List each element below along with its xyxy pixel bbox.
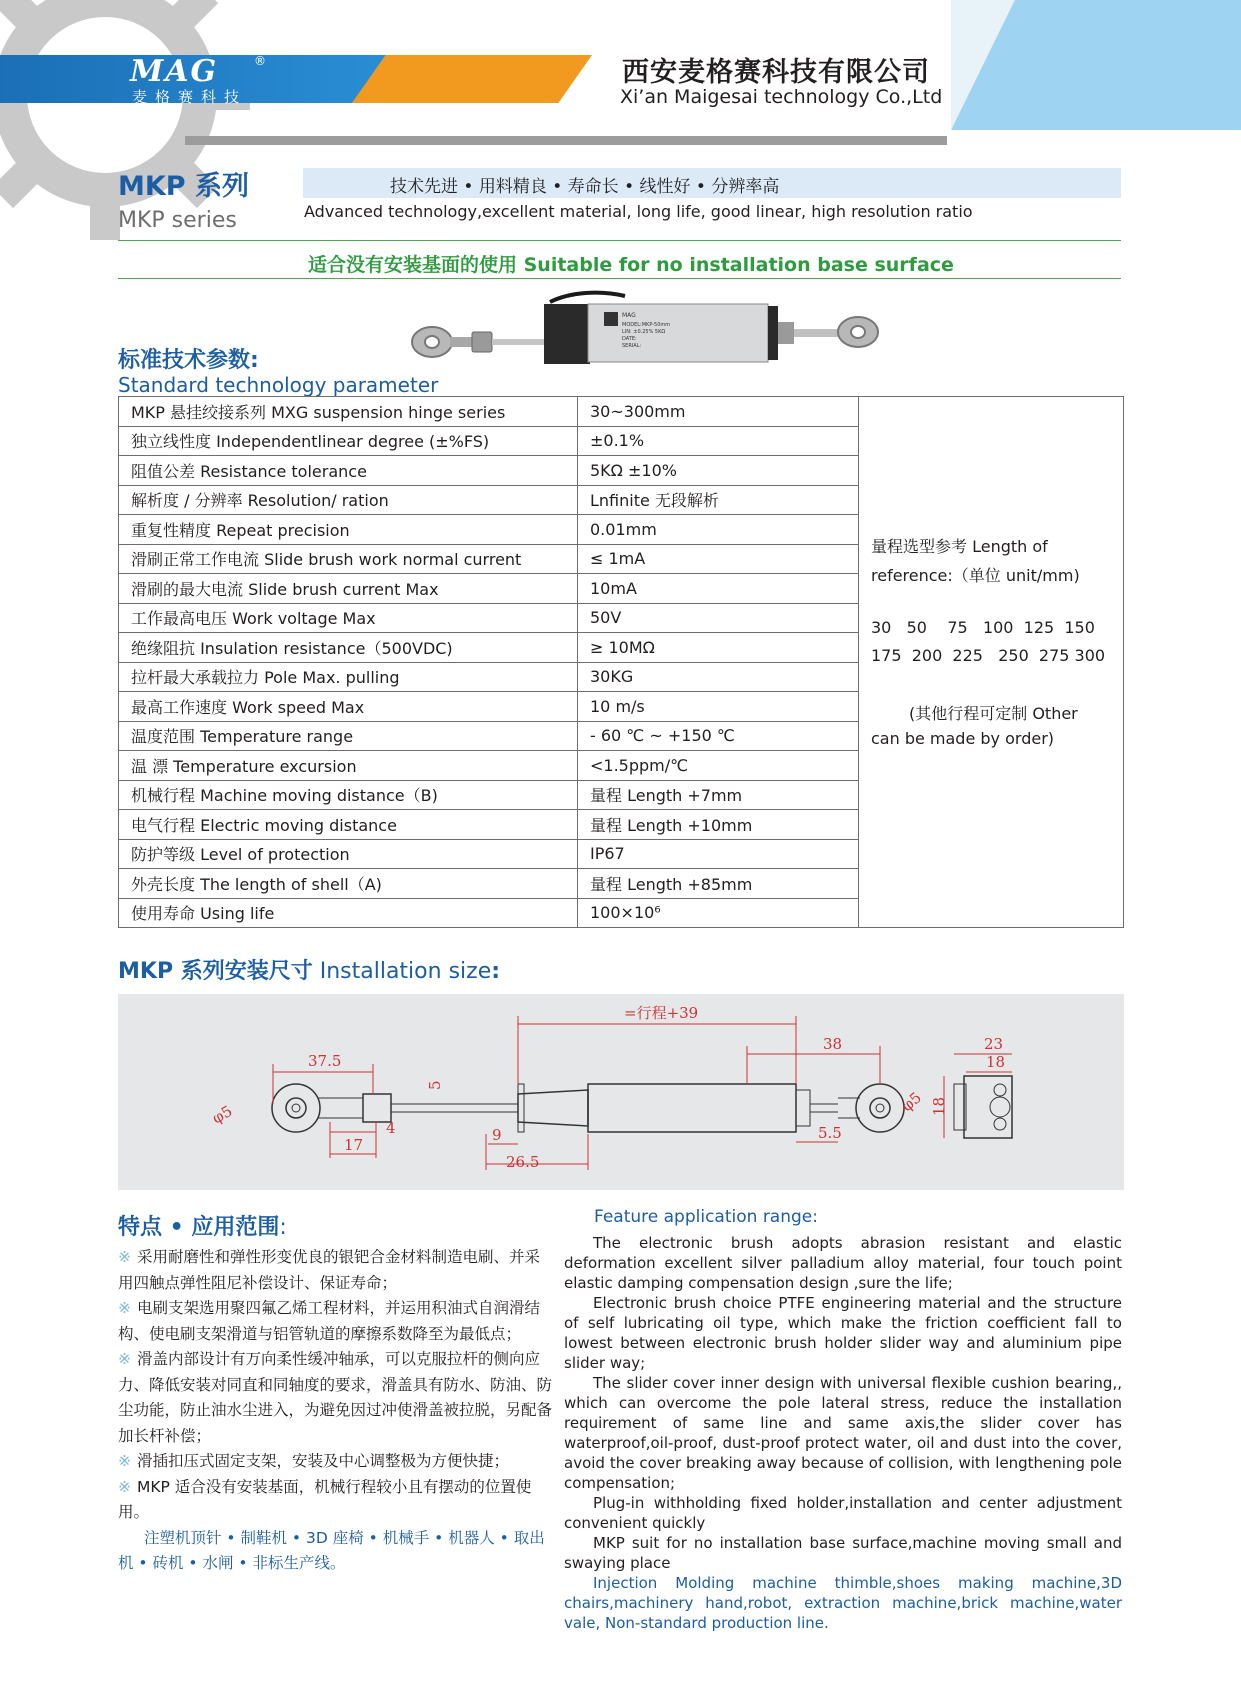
dim-23: 23 bbox=[984, 1035, 1004, 1053]
param-name: 使用寿命 Using life bbox=[119, 898, 578, 928]
dim-phi5-right: φ5 bbox=[898, 1088, 925, 1116]
feature-text-en: MKP suit for no installation base surface,machine moving small and swaying place bbox=[564, 1534, 1122, 1572]
list-item bbox=[118, 1475, 554, 1526]
features-title-text: 特点 • 应用范围 bbox=[118, 1215, 280, 1240]
company-name-en: Xi’an Maigesai technology Co.,Ltd bbox=[620, 86, 943, 108]
param-name: 机械行程 Machine moving distance（B) bbox=[119, 780, 578, 810]
length-reference-cell bbox=[859, 397, 1124, 928]
length-ref-line2: reference:（单位 unit/mm) bbox=[871, 566, 1080, 585]
install-title bbox=[118, 954, 500, 985]
param-name: 工作最高电压 Work voltage Max bbox=[119, 603, 578, 633]
tagline-en: Advanced technology,excellent material, long life, good linear, high resolution ratio bbox=[304, 202, 973, 221]
param-name: 滑刷正常工作电流 Slide brush work normal current bbox=[119, 544, 578, 574]
suitable-note: 适合没有安装基面的使用 Suitable for no installation base surface bbox=[308, 254, 954, 276]
params-heading-en: Standard technology parameter bbox=[118, 373, 439, 397]
series-title-en: MKP series bbox=[118, 208, 237, 233]
features-title-cn bbox=[118, 1210, 287, 1241]
list-item bbox=[118, 1449, 554, 1475]
param-value: <1.5ppm/℃ bbox=[578, 751, 859, 781]
param-name: 外壳长度 The length of shell（A) bbox=[119, 869, 578, 899]
param-value: ±0.1% bbox=[578, 426, 859, 456]
param-name: 最高工作速度 Work speed Max bbox=[119, 692, 578, 722]
features-list-en bbox=[564, 1233, 1122, 1633]
list-item bbox=[118, 1347, 554, 1449]
feature-text-en: Electronic brush choice PTFE engineering material and the structure of self lubricating oil type, which make the friction coefficient fall to lowest between electronic brush holder slider way and aluminium pipe slider way; bbox=[564, 1294, 1122, 1372]
applications-cn: 注塑机顶针 • 制鞋机 • 3D 座椅 • 机械手 • 机器人 • 取出机 • 砖机 • 水闸 • 非标生产线。 bbox=[118, 1528, 545, 1572]
params-heading-cn: 标准技术参数: bbox=[118, 348, 259, 373]
install-title-colon: : bbox=[491, 959, 501, 984]
label-date: DATE: bbox=[622, 336, 637, 342]
length-ref-line1: 量程选型参考 Length of bbox=[871, 537, 1048, 556]
tagline-cn: 技术先进 • 用料精良 • 寿命长 • 线性好 • 分辨率高 bbox=[390, 177, 780, 197]
divider-bottom bbox=[118, 278, 1121, 279]
param-value: 5KΩ ±10% bbox=[578, 456, 859, 486]
bullet-icon: ※ bbox=[118, 1477, 131, 1496]
feature-text-en: The electronic brush adopts abrasion resistant and elastic deformation excellent silver palladium alloy material, four touch point elastic damping compensation design ,sure the life; bbox=[564, 1234, 1122, 1292]
accent-band bbox=[352, 55, 592, 103]
features-title-en: Feature application range: bbox=[594, 1207, 818, 1227]
param-value: Lnfinite 无段解析 bbox=[578, 485, 859, 515]
dim-phi5-left: φ5 bbox=[209, 1101, 236, 1128]
label-serial: SERIAL: bbox=[622, 343, 642, 349]
length-ref-note2: can be made by order) bbox=[871, 729, 1055, 748]
param-name: 电气行程 Electric moving distance bbox=[119, 810, 578, 840]
feature-text: 滑盖内部设计有万向柔性缓冲轴承，可以克服拉杆的侧向应力、降低安装对同直和同轴度的要求，滑盖具有防水、防油、防尘功能，防止油水尘进入，为避免因过冲使滑盖被拉脱，另配备加长杆补偿； bbox=[118, 1350, 553, 1445]
dimension-drawing bbox=[118, 994, 1124, 1190]
list-item bbox=[118, 1245, 554, 1296]
param-value: 50V bbox=[578, 603, 859, 633]
param-value: 量程 Length +10mm bbox=[578, 810, 859, 840]
feature-text: 滑插扣压式固定支架，安装及中心调整极为方便快捷； bbox=[137, 1452, 510, 1470]
param-name: 绝缘阻抗 Insulation resistance（500VDC) bbox=[119, 633, 578, 663]
features-list-cn bbox=[118, 1245, 554, 1577]
param-value: IP67 bbox=[578, 839, 859, 869]
param-value: 30~300mm bbox=[578, 397, 859, 427]
series-title-cn: MKP 系列 bbox=[118, 171, 249, 202]
install-title-cn: MKP 系列安装尺寸 bbox=[118, 959, 313, 984]
feature-text: 电刷支架选用聚四氟乙烯工程材料，并运用积油式自润滑结构、使电刷支架滑道与铝管轨道的摩擦系数降至为最低点； bbox=[118, 1299, 541, 1343]
bullet-icon: ※ bbox=[118, 1350, 131, 1368]
param-name: MKP 悬挂绞接系列 MXG suspension hinge series bbox=[119, 397, 578, 427]
dim-37-5: 37.5 bbox=[308, 1052, 342, 1070]
param-name: 温度范围 Temperature range bbox=[119, 721, 578, 751]
param-value: ≤ 1mA bbox=[578, 544, 859, 574]
param-name: 防护等级 Level of protection bbox=[119, 839, 578, 869]
bullet-icon: ※ bbox=[118, 1248, 131, 1266]
param-name: 阻值公差 Resistance tolerance bbox=[119, 456, 578, 486]
param-name: 拉杆最大承载拉力 Pole Max. pulling bbox=[119, 662, 578, 692]
length-ref-values2: 175 200 225 250 275 300 bbox=[871, 646, 1106, 665]
param-value: 10mA bbox=[578, 574, 859, 604]
bullet-icon: ※ bbox=[118, 1299, 131, 1317]
dim-stroke-39: =行程+39 bbox=[624, 1004, 699, 1022]
divider-top bbox=[118, 240, 1121, 241]
param-name: 重复性精度 Repeat precision bbox=[119, 515, 578, 545]
param-value: 10 m/s bbox=[578, 692, 859, 722]
features-title-colon: : bbox=[279, 1215, 287, 1240]
length-ref-note1: (其他行程可定制 Other bbox=[909, 704, 1078, 723]
param-value: 100×10⁶ bbox=[578, 898, 859, 928]
registered-mark: ® bbox=[254, 54, 266, 68]
applications-en: Injection Molding machine thimble,shoes making machine,3D chairs,machinery hand,robot, extraction machine,brick machine,water vale, Non-standard production line. bbox=[564, 1574, 1122, 1632]
param-name: 独立线性度 Independentlinear degree (±%FS) bbox=[119, 426, 578, 456]
param-value: 量程 Length +85mm bbox=[578, 869, 859, 899]
product-image bbox=[410, 290, 890, 390]
dim-4: 4 bbox=[386, 1119, 396, 1137]
param-value: - 60 ℃ ~ +150 ℃ bbox=[578, 721, 859, 751]
param-name: 温 漂 Temperature excursion bbox=[119, 751, 578, 781]
label-brand: MAG bbox=[622, 312, 636, 319]
param-value: 0.01mm bbox=[578, 515, 859, 545]
dim-5-5: 5.5 bbox=[818, 1124, 842, 1142]
param-value: ≥ 10MΩ bbox=[578, 633, 859, 663]
company-name-cn: 西安麦格赛科技有限公司 bbox=[622, 57, 930, 88]
feature-text-en: The slider cover inner design with universal flexible cushion bearing,, which can overcome the pole lateral stress, reduce the installation requirement of same line and same axis,the slider cover has waterproof,oil-proof, dust-proof protect water, oil and dust into the cover, avoid the cover breaking away because of collision, with lengthening pole compensation; bbox=[564, 1374, 1122, 1492]
params-table bbox=[118, 396, 1124, 928]
install-title-en: Installation size bbox=[312, 959, 492, 984]
dim-38: 38 bbox=[823, 1035, 843, 1053]
label-lin: LIN: ±0.25% 5KΩ bbox=[622, 329, 666, 335]
param-name: 滑刷的最大电流 Slide brush current Max bbox=[119, 574, 578, 604]
dim-9: 9 bbox=[492, 1126, 502, 1144]
dim-18-side: 18 bbox=[930, 1096, 948, 1116]
dim-17: 17 bbox=[344, 1136, 364, 1154]
dim-26-5: 26.5 bbox=[506, 1153, 540, 1171]
label-model: MODEL:MKP-50mm bbox=[622, 322, 671, 328]
param-value: 30KG bbox=[578, 662, 859, 692]
dim-18-top: 18 bbox=[986, 1053, 1006, 1071]
feature-text: 采用耐磨性和弹性形变优良的银钯合金材料制造电刷、并采用四触点弹性阻尼补偿设计、保证寿命； bbox=[118, 1248, 541, 1292]
length-ref-values1: 30 50 75 100 125 150 bbox=[871, 618, 1095, 637]
param-name: 解析度 / 分辨率 Resolution/ ration bbox=[119, 485, 578, 515]
installation-drawing bbox=[118, 994, 1124, 1190]
feature-text: MKP 适合没有安装基面，机械行程较小且有摆动的位置使用。 bbox=[118, 1477, 532, 1521]
table-row bbox=[119, 397, 1124, 427]
feature-text-en: Plug-in withholding fixed holder,installation and center adjustment convenient quickly bbox=[564, 1494, 1122, 1532]
dim-5: 5 bbox=[426, 1080, 444, 1090]
logo-subtitle: 麦格赛科技 bbox=[132, 88, 248, 106]
param-value: 量程 Length +7mm bbox=[578, 780, 859, 810]
logo: MAG bbox=[130, 54, 219, 89]
header-divider bbox=[185, 136, 947, 145]
list-item bbox=[118, 1296, 554, 1347]
bullet-icon: ※ bbox=[118, 1452, 131, 1470]
